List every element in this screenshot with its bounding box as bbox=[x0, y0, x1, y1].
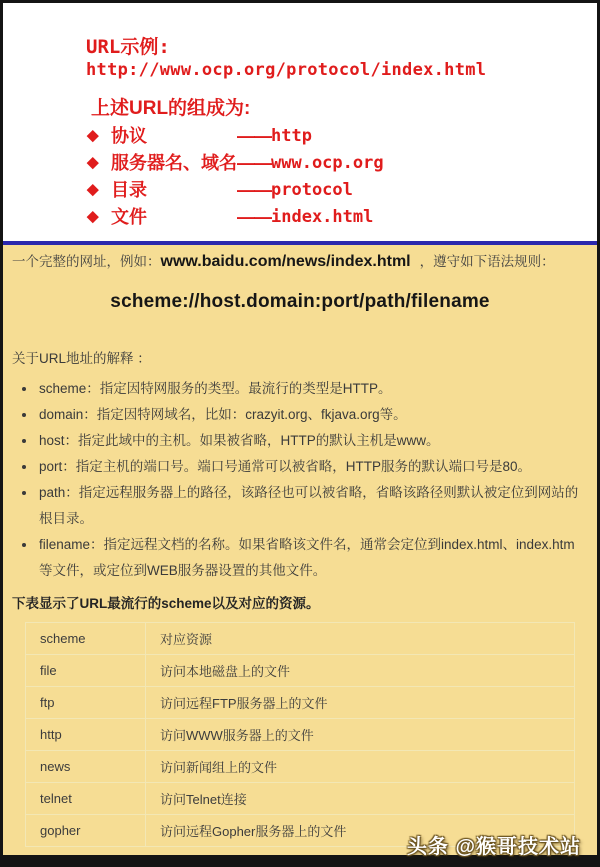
intro-url: www.baidu.com/news/index.html bbox=[160, 253, 411, 270]
resource-header-cell: 对应资源 bbox=[146, 623, 575, 655]
url-syntax-formula: scheme://host.domain:port/path/filename bbox=[110, 291, 490, 312]
component-value: protocol bbox=[271, 180, 353, 200]
dash-line: —— bbox=[237, 180, 271, 200]
scheme-cell: gopher bbox=[26, 815, 146, 847]
explanation-item: • path：指定远程服务器上的路径，该路径也可以被省略，省略该路径则默认被定位到网站的根目录。 bbox=[37, 480, 588, 532]
url-component-row bbox=[87, 152, 587, 174]
component-label: 服务器名、域名 bbox=[111, 153, 237, 173]
url-example-content bbox=[3, 3, 597, 228]
url-components-heading: 上述URL的组成为: bbox=[91, 98, 251, 119]
explanation-item: • domain：指定因特网域名，比如：crazyit.org、fkjava.org等。 bbox=[37, 402, 588, 428]
resource-cell: 访问远程Gopher服务器上的文件 bbox=[146, 815, 575, 847]
intro-prefix: 一个完整的网址，例如： bbox=[12, 254, 161, 269]
url-component-row bbox=[87, 206, 587, 228]
resource-cell: 访问Telnet连接 bbox=[146, 783, 575, 815]
diamond-bullet-icon: ◆ bbox=[87, 208, 99, 225]
dash-line: —— bbox=[237, 153, 271, 173]
table-row bbox=[26, 687, 575, 719]
scheme-header-cell: scheme bbox=[26, 623, 146, 655]
component-value: http bbox=[271, 126, 312, 146]
scheme-cell: http bbox=[26, 719, 146, 751]
url-example-heading: URL示例: bbox=[86, 36, 170, 58]
intro-suffix: ，遵守如下语法规则： bbox=[419, 254, 555, 269]
table-row bbox=[26, 719, 575, 751]
example-url: http://www.ocp.org/protocol/index.html bbox=[86, 60, 487, 80]
scheme-cell: file bbox=[26, 655, 146, 687]
component-label: 文件 bbox=[111, 207, 147, 227]
table-header-row bbox=[26, 623, 575, 655]
component-value: www.ocp.org bbox=[271, 153, 384, 173]
diamond-bullet-icon: ◆ bbox=[87, 181, 99, 198]
dash-line: —— bbox=[237, 126, 271, 146]
resource-cell: 访问WWW服务器上的文件 bbox=[146, 719, 575, 751]
url-example-panel bbox=[3, 3, 597, 245]
intro-line bbox=[12, 252, 588, 272]
component-label: 协议 bbox=[111, 126, 147, 146]
url-component-row bbox=[87, 179, 587, 201]
diamond-bullet-icon: ◆ bbox=[87, 154, 99, 171]
resource-cell: 访问新闻组上的文件 bbox=[146, 751, 575, 783]
explanation-item: • host：指定此域中的主机。如果被省略，HTTP的默认主机是www。 bbox=[37, 428, 588, 454]
table-row bbox=[26, 751, 575, 783]
scheme-cell: news bbox=[26, 751, 146, 783]
diamond-bullet-icon: ◆ bbox=[87, 127, 99, 144]
component-label: 目录 bbox=[111, 180, 147, 200]
resource-cell: 访问远程FTP服务器上的文件 bbox=[146, 687, 575, 719]
component-value: index.html bbox=[271, 207, 374, 227]
url-component-row bbox=[87, 125, 587, 147]
explanation-item: • scheme：指定因特网服务的类型。最流行的类型是HTTP。 bbox=[37, 376, 588, 402]
url-explanation-panel bbox=[3, 245, 597, 855]
table-row bbox=[26, 655, 575, 687]
table-intro: 下表显示了URL最流行的scheme以及对应的资源。 bbox=[12, 596, 320, 611]
dash-line: —— bbox=[237, 207, 271, 227]
resource-cell: 访问本地磁盘上的文件 bbox=[146, 655, 575, 687]
url-explanation-content bbox=[3, 245, 597, 847]
scheme-table bbox=[25, 622, 575, 847]
watermark: 头条 @猴哥技术站 bbox=[406, 836, 581, 858]
explanation-list bbox=[12, 376, 588, 584]
explanation-heading: 关于URL地址的解释 ： bbox=[12, 351, 151, 366]
scheme-cell: telnet bbox=[26, 783, 146, 815]
explanation-item: • filename：指定远程文档的名称。如果省略该文件名，通常会定位到index.html、index.htm等文件，或定位到WEB服务器设置的其他文件。 bbox=[37, 532, 588, 584]
table-row bbox=[26, 783, 575, 815]
scheme-cell: ftp bbox=[26, 687, 146, 719]
explanation-item: • port：指定主机的端口号。端口号通常可以被省略，HTTP服务的默认端口号是80。 bbox=[37, 454, 588, 480]
